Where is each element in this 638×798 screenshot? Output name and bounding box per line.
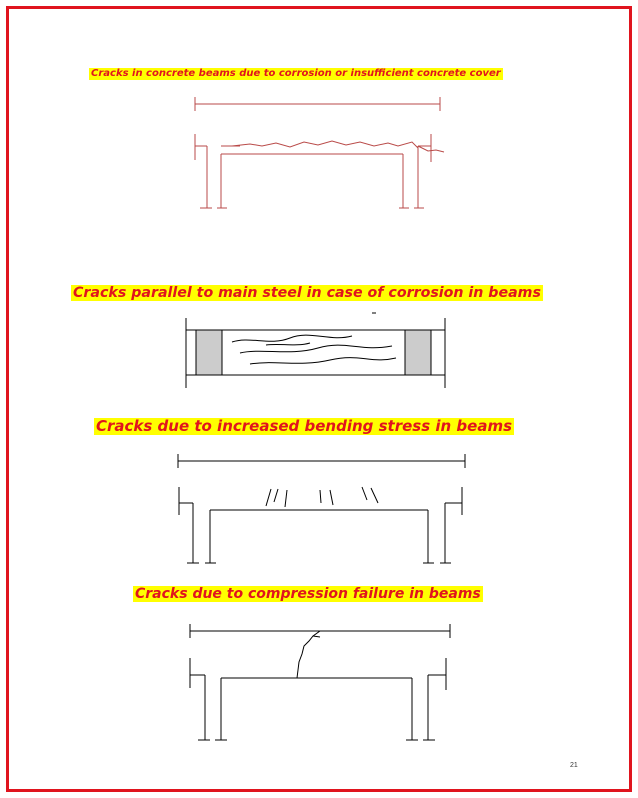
page-number: 21 <box>570 762 578 769</box>
caption-parallel-cracks: Cracks parallel to main steel in case of corrosion in beams <box>73 285 541 301</box>
caption-bending-cracks: Cracks due to increased bending stress in beams <box>96 417 513 435</box>
caption-corrosion-cover: Cracks in concrete beams due to corrosion or insufficient concrete cover <box>91 68 501 79</box>
caption-compression-cracks: Cracks due to compression failure in beams <box>135 586 481 602</box>
